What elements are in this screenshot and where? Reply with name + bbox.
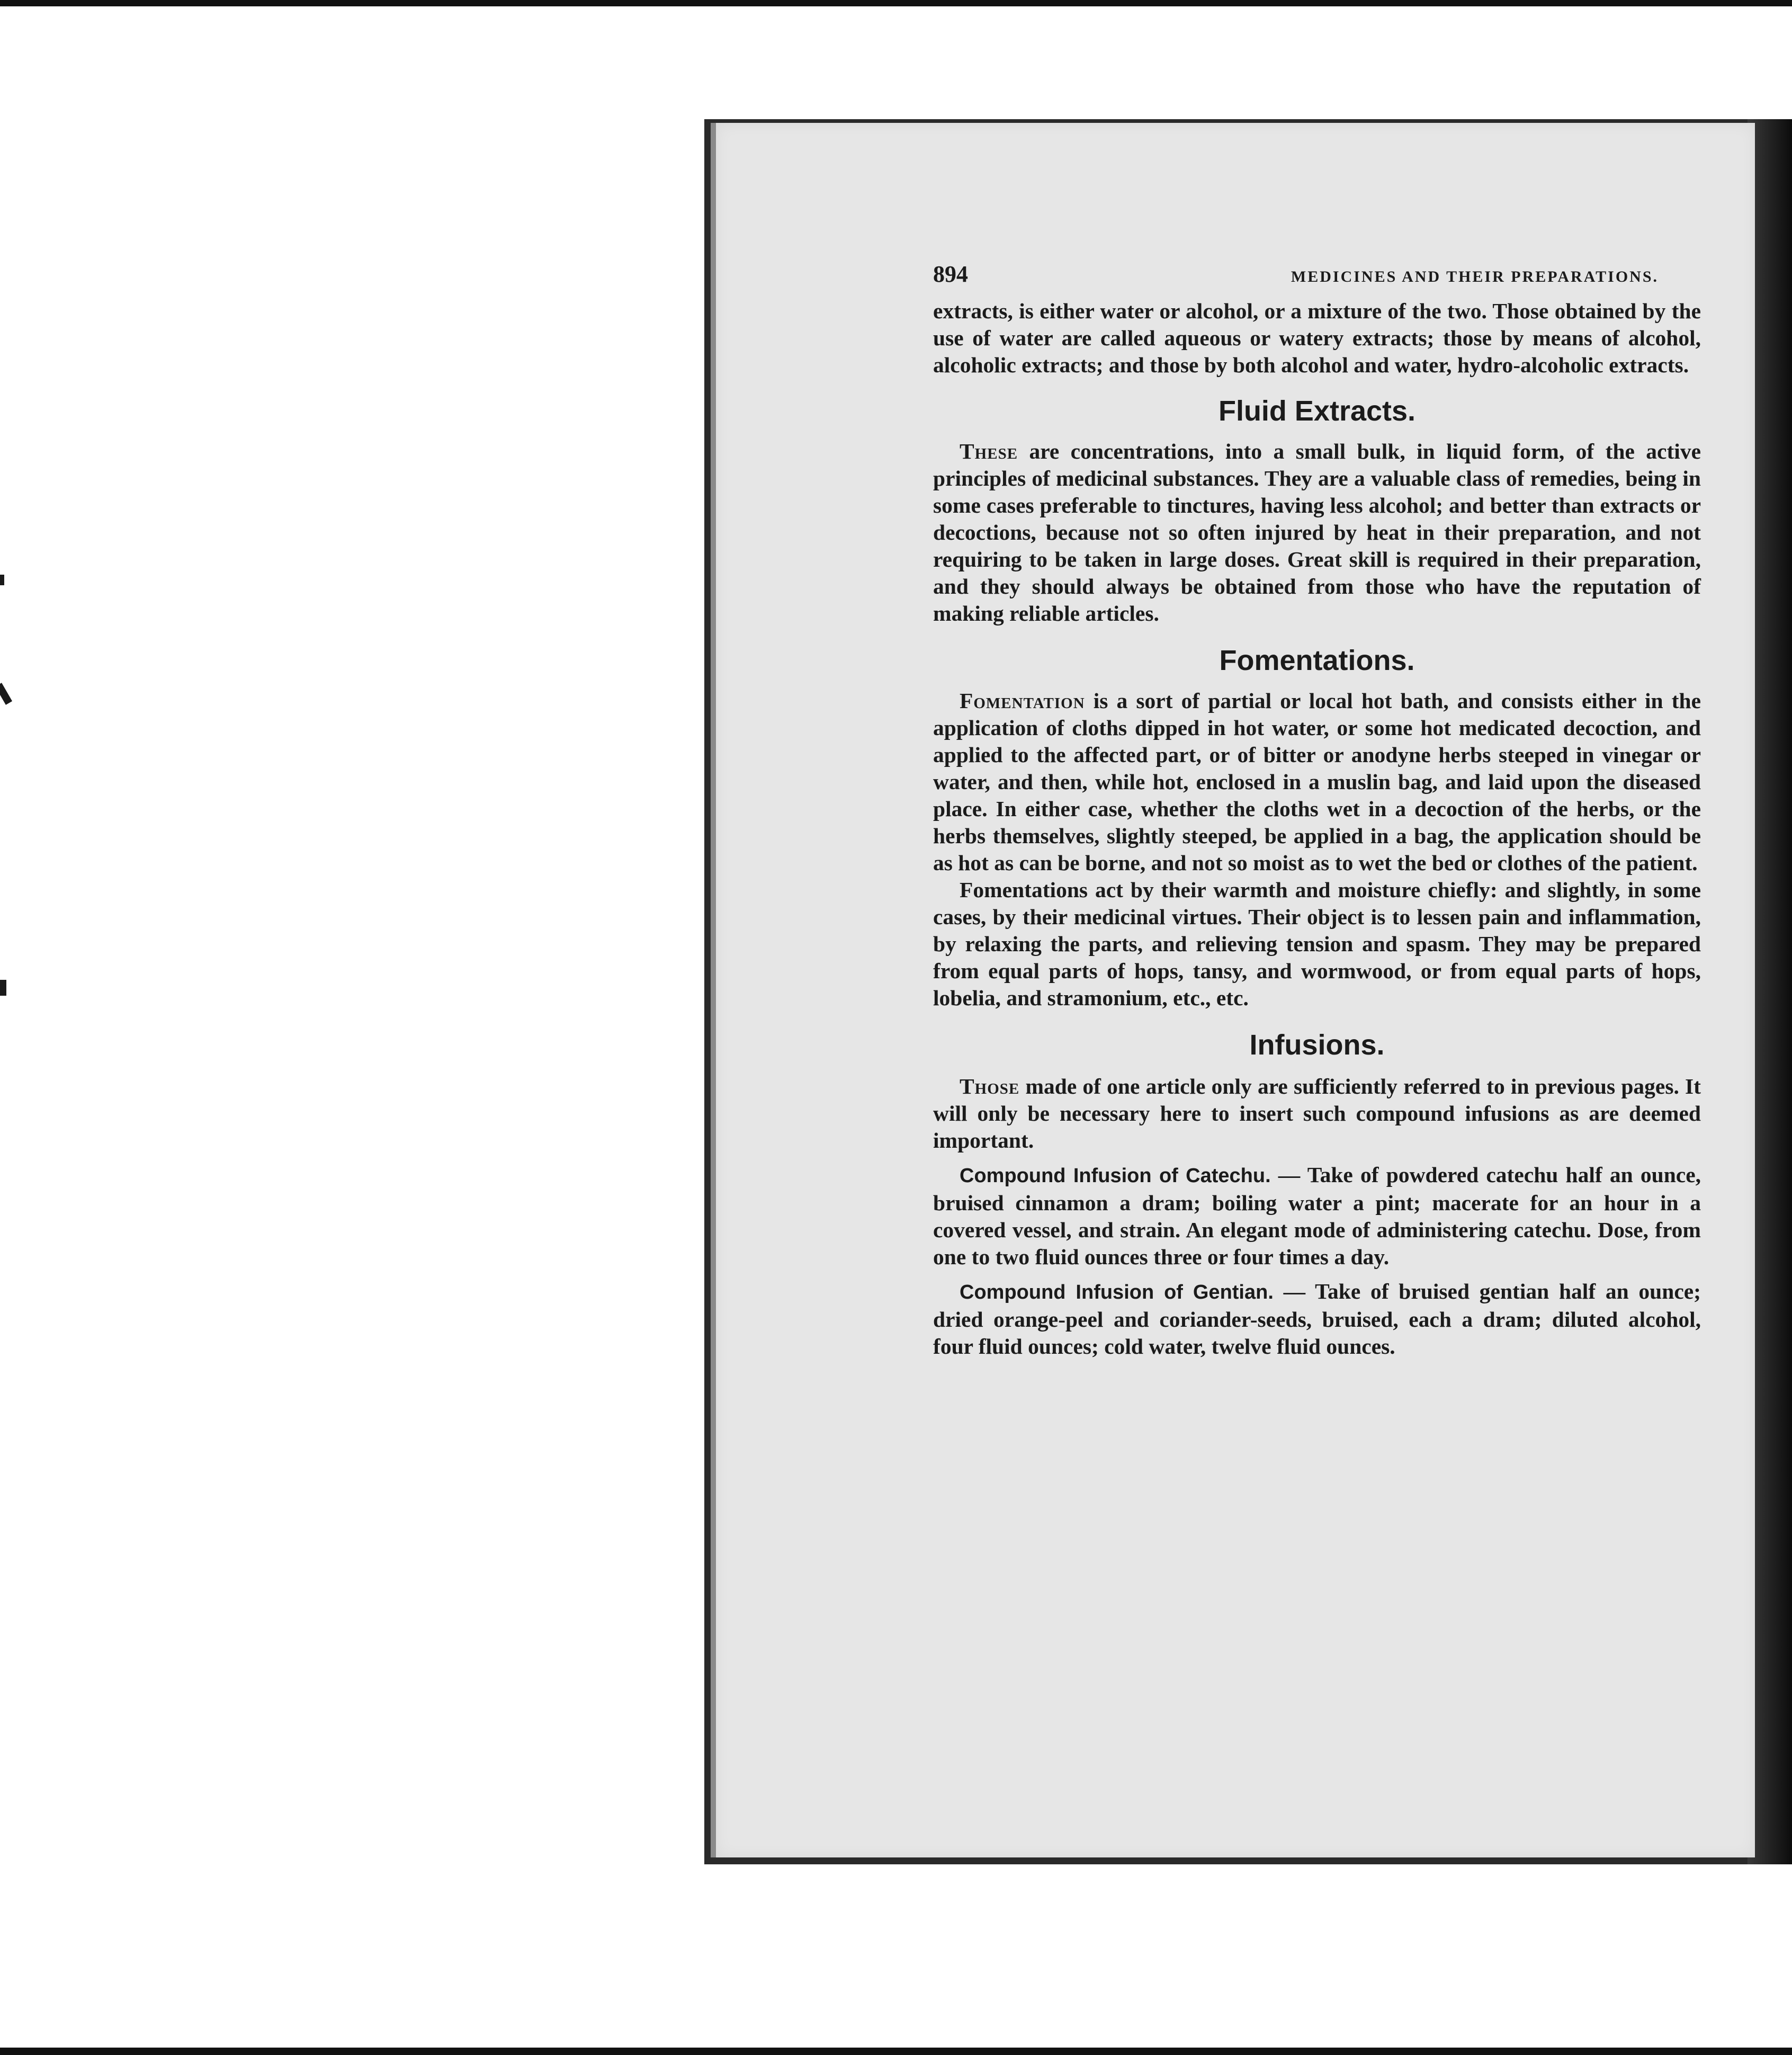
- recipe-title: Compound Infusion of Gentian.: [960, 1281, 1274, 1303]
- fomentations-paragraph-1: [933, 687, 1701, 877]
- gentian-recipe: [933, 1278, 1701, 1360]
- heading-fluid-extracts: Fluid Extracts.: [1218, 395, 1416, 427]
- page-text: [933, 261, 1701, 1360]
- heading-infusions: Infusions.: [1249, 1029, 1385, 1061]
- scan-edge-bottom: [0, 2048, 1792, 2055]
- recipe-text: — Take of bruised gentian half an ounce; dried orange-peel and coriander-seeds, bruised, each a dram; diluted alcohol, four fluid ounces; cold water, twelve fluid ounces.: [933, 1279, 1701, 1359]
- recipe-text: — Take of powdered catechu half an ounce, bruised cinnamon a dram; boiling water a pint; macerate for an hour in a covered vessel, and strain. An elegant mode of administering catechu. Dose, from one to two fluid ounces three or four times a day.: [933, 1163, 1701, 1269]
- paragraph-text: are concentrations, into a small bulk, in liquid form, of the active principles of medicinal substances. They are a valuable class of remedies, being in some cases preferable to tinctures, having less alcohol; and better than extracts or decoctions, because not so often injured by heat in their preparation, and not requiring to be taken in large doses. Great skill is required in their preparation, and they should always be obtained from those who have the reputation of making reliable articles.: [933, 439, 1701, 626]
- page-number: 894: [933, 261, 968, 287]
- infusions-paragraph: [933, 1073, 1701, 1154]
- running-title: MEDICINES AND THEIR PREPARATIONS.: [1291, 268, 1659, 285]
- running-head: [933, 261, 1701, 298]
- catechu-recipe: [933, 1161, 1701, 1271]
- scan-speck: [0, 683, 12, 705]
- spacer: [933, 1271, 1701, 1278]
- intro-paragraph: extracts, is either water or alcohol, or a mixture of the two. Those obtained by the use of water are called aqueous or watery extracts; those by means of alcohol, alcoholic extracts; and those by both alcohol and water, hydro-alcoholic extracts.: [933, 299, 1701, 377]
- scan-speck: [0, 575, 4, 585]
- fomentations-paragraph-2: Fomentations act by their warmth and moisture chiefly: and slightly, in some cases, by their medicinal virtues. Their object is to lessen pain and inflammation, by relaxing the parts, and relieving tension and spasm. They may be prepared from equal parts of hops, tansy, and wormwood, or from equal parts of hops, lobelia, and stramonium, etc., etc.: [933, 878, 1701, 1010]
- paragraph-text: is a sort of partial or local hot bath, and consists either in the application of cloths dipped in hot water, or some hot medicated decoction, and applied to the affected part, or of bitter or anodyne herbs steeped in vinegar or water, and then, while hot, enclosed in a muslin bag, and laid upon the diseased place. In either case, whether the cloths wet in a decoction of the herbs, or the herbs themselves, slightly steeped, be applied in a bag, the application should be as hot as can be borne, and not so moist as to wet the bed or clothes of the patient.: [933, 689, 1701, 875]
- heading-fomentations: Fomentations.: [1219, 645, 1415, 676]
- recipe-title: Compound Infusion of Catechu.: [960, 1165, 1271, 1187]
- scan-edge-top: [0, 0, 1792, 6]
- fluid-extracts-paragraph: [933, 438, 1701, 627]
- lead-word: These: [960, 439, 1018, 463]
- paragraph-text: made of one article only are sufficiently referred to in previous pages. It will only be necessary here to insert such compound infusions as are deemed important.: [933, 1074, 1701, 1152]
- spacer: [933, 1154, 1701, 1161]
- lead-word: Those: [960, 1074, 1020, 1098]
- scan-speck: [0, 980, 6, 996]
- lead-word: Fomentation: [960, 689, 1085, 713]
